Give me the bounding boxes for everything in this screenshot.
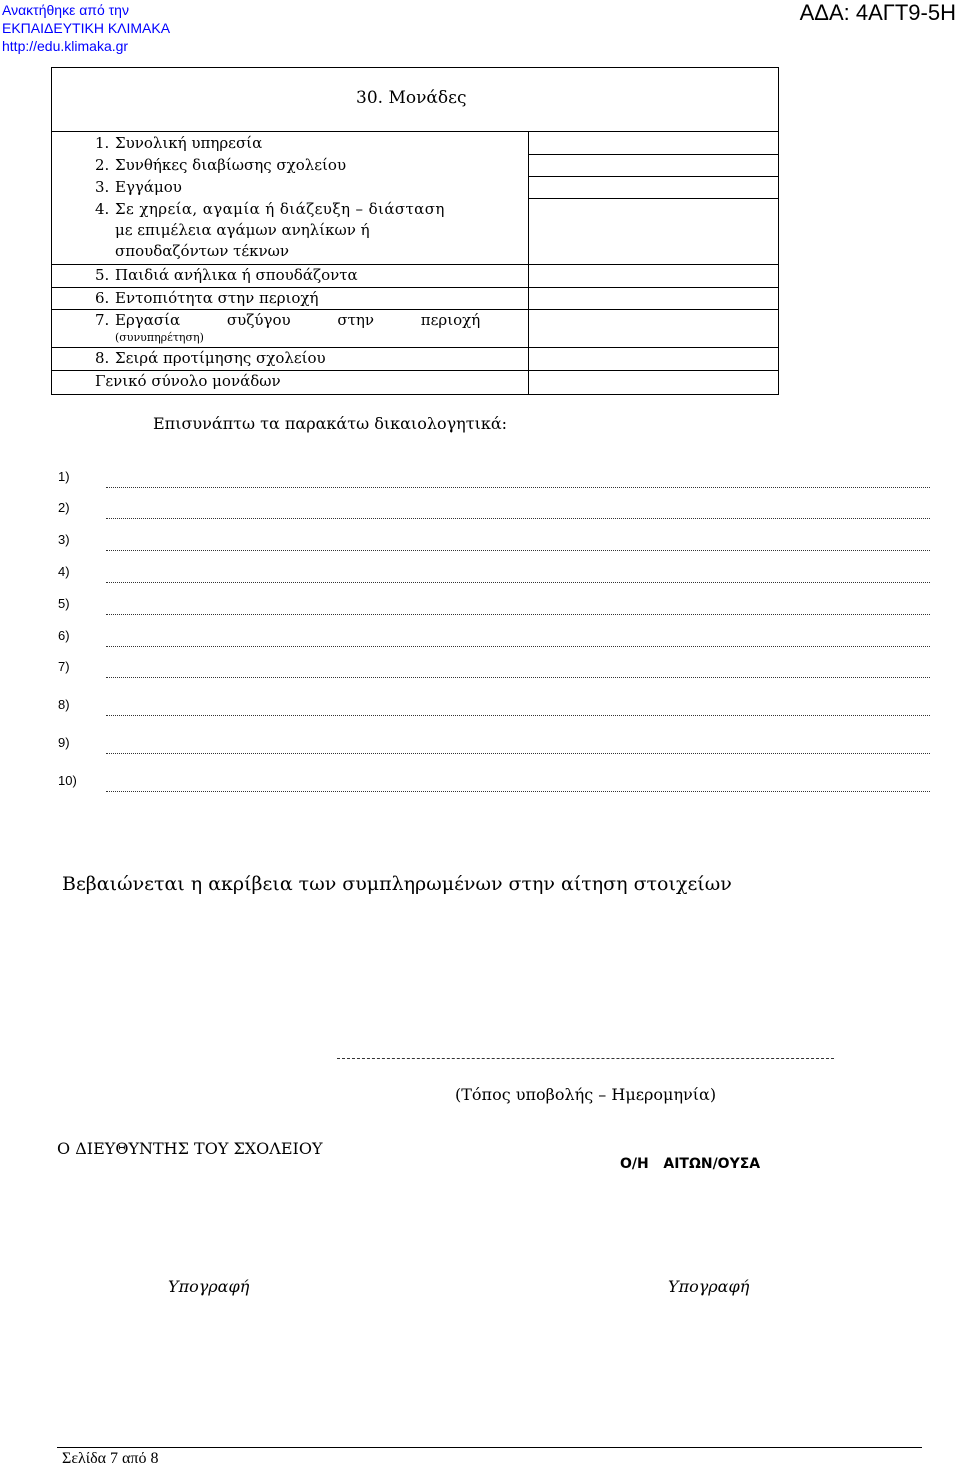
source-line-1: Ανακτήθηκε από την — [2, 2, 129, 18]
attachment-line-2[interactable] — [106, 518, 930, 519]
table-row-4 — [95, 199, 445, 219]
table-row-1 — [95, 133, 262, 153]
attachment-line-6[interactable] — [106, 646, 930, 647]
row-number: 6. — [95, 289, 110, 307]
attachment-line-4[interactable] — [106, 582, 930, 583]
table-row-2 — [95, 155, 346, 175]
table-row-line — [528, 176, 779, 177]
attachments-heading: Επισυνάπτω τα παρακάτω δικαιολογητικά: — [153, 414, 508, 433]
table-row-7-line-2: (συνυπηρέτηση) — [115, 331, 204, 344]
attachment-line-9[interactable] — [106, 753, 930, 754]
attachment-label: 9) — [58, 735, 70, 750]
table-row-line — [528, 198, 779, 199]
table-row-7 — [95, 310, 518, 330]
table-row-3 — [95, 177, 182, 197]
table-total-label: Γενικό σύνολο μονάδων — [95, 372, 281, 390]
row-number: 5. — [95, 266, 110, 284]
row-number: 1. — [95, 134, 110, 152]
row-number: 2. — [95, 156, 110, 174]
row-label: Εντοπιότητα στην περιοχή — [115, 289, 319, 307]
table-title: 30. Μονάδες — [356, 88, 467, 108]
attachment-label: 7) — [58, 659, 70, 674]
table-row-4-line-3: σπουδαζόντων τέκνων — [115, 242, 290, 260]
row-label: Παιδιά ανήλικα ή σπουδάζοντα — [115, 266, 358, 284]
row-number: 8. — [95, 349, 110, 367]
attachment-label: 2) — [58, 500, 70, 515]
attachment-label: 1) — [58, 469, 70, 484]
row-label: Συνθήκες διαβίωσης σχολείου — [115, 156, 347, 174]
attachment-label: 10) — [58, 773, 77, 788]
place-date-line[interactable] — [337, 1058, 834, 1059]
row-label: Συνολική υπηρεσία — [115, 134, 263, 152]
attachment-line-10[interactable] — [106, 791, 930, 792]
attachment-line-5[interactable] — [106, 614, 930, 615]
table-row-6 — [95, 288, 319, 308]
table-column-divider — [528, 131, 529, 395]
place-date-label: (Τόπος υποβολής – Ημερομηνία) — [455, 1085, 717, 1104]
attachment-label: 4) — [58, 564, 70, 579]
row-number: 3. — [95, 178, 110, 196]
attachment-line-8[interactable] — [106, 715, 930, 716]
row-label: Εγγάμου — [115, 178, 182, 196]
director-signature-label: Υπογραφή — [168, 1277, 250, 1296]
applicant-label: Ο/Η ΑΙΤΩΝ/ΟΥΣΑ — [620, 1156, 761, 1172]
page-number: Σελίδα 7 από 8 — [62, 1450, 159, 1467]
attachment-label: 5) — [58, 596, 70, 611]
table-divider — [51, 131, 779, 132]
attachment-line-7[interactable] — [106, 677, 930, 678]
row-number: 4. — [95, 200, 110, 218]
source-line-2: ΕΚΠΑΙΔΕΥΤΙΚΗ ΚΛΙΜΑΚΑ — [2, 20, 171, 36]
certification-statement: Βεβαιώνεται η ακρίβεια των συμπληρωμένων στην αίτηση στοιχείων — [62, 873, 732, 895]
table-row-4-line-2: με επιμέλεια αγάμων ανηλίκων ή — [115, 221, 370, 239]
table-row-line — [528, 154, 779, 155]
attachment-label: 3) — [58, 532, 70, 547]
ada-code: ΑΔΑ: 4ΑΓΤ9-5Η — [799, 0, 956, 25]
table-row-5 — [95, 265, 358, 285]
row-label: Εργασία συζύγου στην περιοχή — [115, 311, 481, 329]
attachment-line-3[interactable] — [106, 550, 930, 551]
attachment-line-1[interactable] — [106, 487, 930, 488]
attachment-label: 8) — [58, 697, 70, 712]
source-url-link[interactable]: http://edu.klimaka.gr — [2, 38, 129, 54]
applicant-signature-label: Υπογραφή — [668, 1277, 750, 1296]
row-label: Σειρά προτίμησης σχολείου — [115, 349, 326, 367]
row-number: 7. — [95, 311, 110, 329]
footer-rule — [57, 1447, 922, 1448]
table-row-8 — [95, 348, 326, 368]
attachment-label: 6) — [58, 628, 70, 643]
row-label: Σε χηρεία, αγαμία ή διάζευξη – διάσταση — [115, 200, 445, 218]
director-label: Ο ΔΙΕΥΘΥΝΤΗΣ ΤΟΥ ΣΧΟΛΕΙΟΥ — [57, 1139, 323, 1158]
